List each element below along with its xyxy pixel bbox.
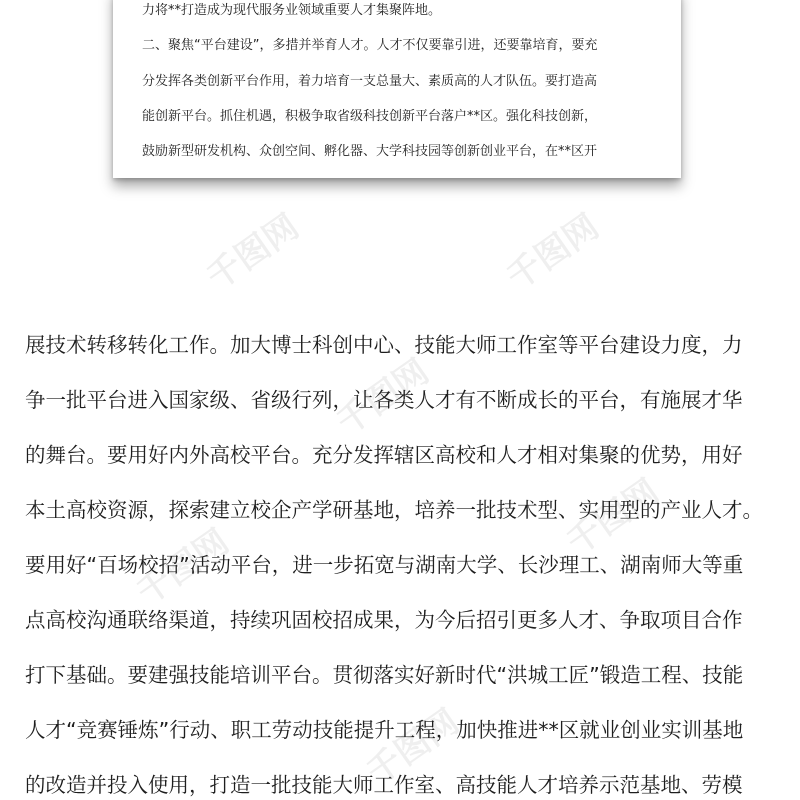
body-line: 展技术转移转化工作。加大博士科创中心、技能大师工作室等平台建设力度，力: [25, 333, 743, 357]
watermark: 千图网: [559, 471, 667, 564]
body-line: 的改造并投入使用，打造一批技能大师工作室、高技能人才培养示范基地、劳模: [25, 773, 743, 797]
preview-line: 分发挥各类创新平台作用，着力培育一支总量大、素质高的人才队伍。要打造高: [142, 74, 598, 89]
watermark: 千图网: [329, 351, 437, 444]
body-line: 打下基础。要建强技能培训平台。贯彻落实好新时代“洪城工匠”锻造工程、技能: [25, 663, 744, 687]
document-page-preview: [113, 0, 681, 178]
body-text: [25, 323, 785, 800]
body-line: 人才“竞赛锤炼”行动、职工劳动技能提升工程，加快推进**区就业创业实训基地: [25, 718, 744, 742]
watermark: 千图网: [359, 701, 467, 794]
body-line: 要用好“百场校招”活动平台，进一步拓宽与湖南大学、长沙理工、湖南师大等重: [25, 553, 744, 577]
preview-line: 能创新平台。抓住机遇，积极争取省级科技创新平台落户**区。强化科技创新，: [142, 109, 598, 124]
watermark: 千图网: [199, 206, 307, 299]
body-line: 本土高校资源，探索建立校企产学研基地，培养一批技术型、实用型的产业人才。: [25, 498, 763, 522]
preview-line: 力将**打造成为现代服务业领域重要人才集聚阵地。: [142, 3, 442, 18]
preview-line: 鼓励新型研发机构、众创空间、孵化器、大学科技园等创新创业平台，在**区开: [142, 144, 598, 159]
watermark: 千图网: [499, 206, 607, 299]
body-line: 争一批平台进入国家级、省级行列，让各类人才有不断成长的平台，有施展才华: [25, 388, 743, 412]
body-line: 点高校沟通联络渠道，持续巩固校招成果，为今后招引更多人才、争取项目合作: [25, 608, 743, 632]
watermark: 千图网: [129, 521, 237, 614]
body-line: 的舞台。要用好内外高校平台。充分发挥辖区高校和人才相对集聚的优势，用好: [25, 443, 743, 467]
preview-line: 二、聚焦“平台建设”，多措并举育人才。人才不仅要靠引进，还要靠培育，要充: [142, 38, 598, 53]
